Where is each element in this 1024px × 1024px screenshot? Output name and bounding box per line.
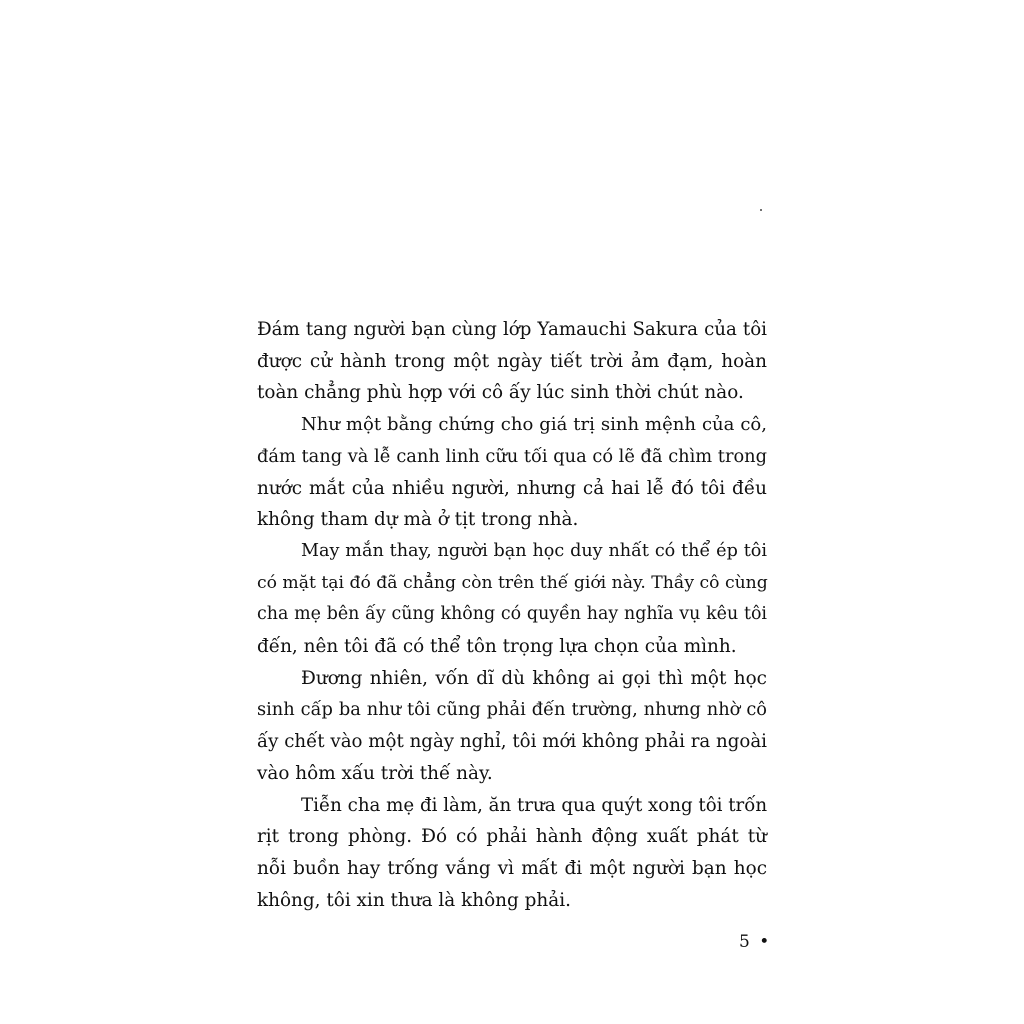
text-line: nỗi buồn hay trống vắng vì mất đi một người bạn học — [257, 857, 767, 879]
page-number: 5 • — [739, 932, 772, 952]
text-line: nước mắt của nhiều người, nhưng cả hai lễ đó tôi đều — [257, 477, 767, 499]
text-line: Tiễn cha mẹ đi làm, ăn trưa qua quýt xong tôi trốn — [301, 794, 768, 816]
text-line: vào hôm xấu trời thế này. — [257, 762, 493, 784]
text-line: Đương nhiên, vốn dĩ dù không ai gọi thì một học — [301, 667, 767, 689]
text-line: đám tang và lễ canh linh cữu tối qua có lẽ đã chìm trong — [257, 445, 767, 467]
text-line: không, tôi xin thưa là không phải. — [257, 889, 571, 911]
text-line: có mặt tại đó đã chẳng còn trên thế giới này. Thầy cô cùng — [257, 572, 768, 593]
text-line: sinh cấp ba như tôi cũng phải đến trường, nhưng nhờ cô — [257, 699, 767, 721]
text-line: rịt trong phòng. Đó có phải hành động xuất phát từ — [257, 826, 767, 848]
text-line: ấy chết vào một ngày nghỉ, tôi mới không phải ra ngoài — [257, 731, 767, 753]
text-line: toàn chẳng phù hợp với cô ấy lúc sinh thời chút nào. — [257, 382, 744, 404]
text-line: Như một bằng chứng cho giá trị sinh mệnh của cô, — [301, 414, 767, 436]
text-line: đến, nên tôi đã có thể tôn trọng lựa chọn của mình. — [257, 636, 737, 657]
text-line: cha mẹ bên ấy cũng không có quyền hay nghĩa vụ kêu tôi — [257, 604, 767, 625]
text-line: không tham dự mà ở tịt trong nhà. — [257, 509, 579, 531]
text-line: May mắn thay, người bạn học duy nhất có thể ép tôi — [301, 540, 767, 561]
text-line: Đám tang người bạn cùng lớp Yamauchi Sakura của tôi — [257, 319, 767, 340]
text-line: được cử hành trong một ngày tiết trời ảm đạm, hoàn — [257, 350, 767, 372]
print-speck — [760, 209, 762, 211]
